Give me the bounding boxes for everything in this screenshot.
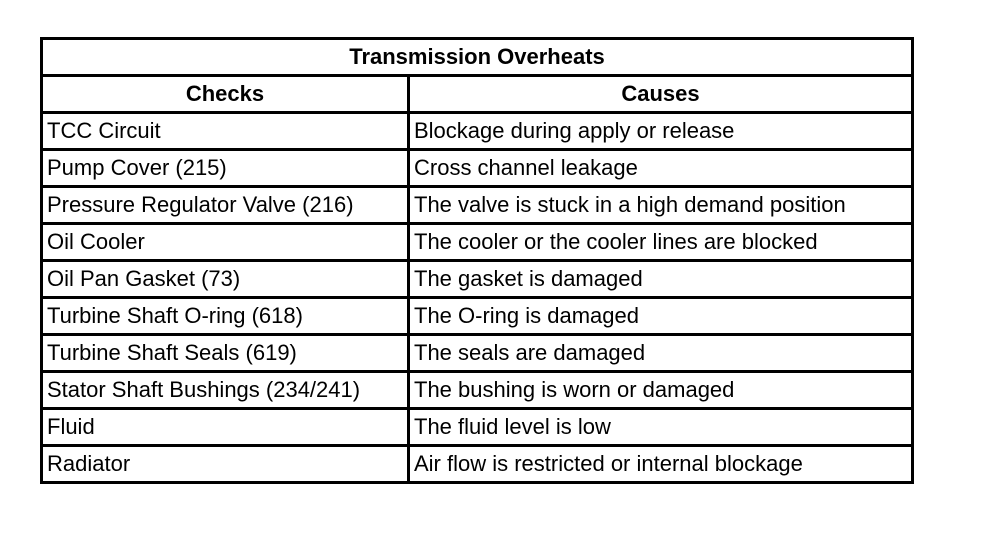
cause-cell: The seals are damaged	[409, 335, 913, 372]
cause-cell: Blockage during apply or release	[409, 113, 913, 150]
cause-cell: The cooler or the cooler lines are blocked	[409, 224, 913, 261]
table-row	[42, 224, 913, 261]
check-cell: TCC Circuit	[42, 113, 409, 150]
check-cell: Turbine Shaft Seals (619)	[42, 335, 409, 372]
table-title: Transmission Overheats	[42, 39, 913, 76]
table-row	[42, 298, 913, 335]
check-cell: Fluid	[42, 409, 409, 446]
table-row	[42, 261, 913, 298]
check-cell: Pressure Regulator Valve (216)	[42, 187, 409, 224]
check-cell: Oil Pan Gasket (73)	[42, 261, 409, 298]
column-header-causes: Causes	[409, 76, 913, 113]
transmission-overheats-table	[40, 37, 914, 484]
check-cell: Oil Cooler	[42, 224, 409, 261]
table-row	[42, 446, 913, 483]
cause-cell: The O-ring is damaged	[409, 298, 913, 335]
check-cell: Pump Cover (215)	[42, 150, 409, 187]
check-cell: Stator Shaft Bushings (234/241)	[42, 372, 409, 409]
table-body	[42, 113, 913, 483]
table-row	[42, 187, 913, 224]
cause-cell: The valve is stuck in a high demand position	[409, 187, 913, 224]
check-cell: Turbine Shaft O-ring (618)	[42, 298, 409, 335]
table-row	[42, 335, 913, 372]
table-row	[42, 372, 913, 409]
table-row	[42, 409, 913, 446]
cause-cell: Air flow is restricted or internal blockage	[409, 446, 913, 483]
cause-cell: The fluid level is low	[409, 409, 913, 446]
table-title-row	[42, 39, 913, 76]
table-row	[42, 113, 913, 150]
table-header-row	[42, 76, 913, 113]
cause-cell: The bushing is worn or damaged	[409, 372, 913, 409]
table-row	[42, 150, 913, 187]
cause-cell: Cross channel leakage	[409, 150, 913, 187]
check-cell: Radiator	[42, 446, 409, 483]
cause-cell: The gasket is damaged	[409, 261, 913, 298]
column-header-checks: Checks	[42, 76, 409, 113]
